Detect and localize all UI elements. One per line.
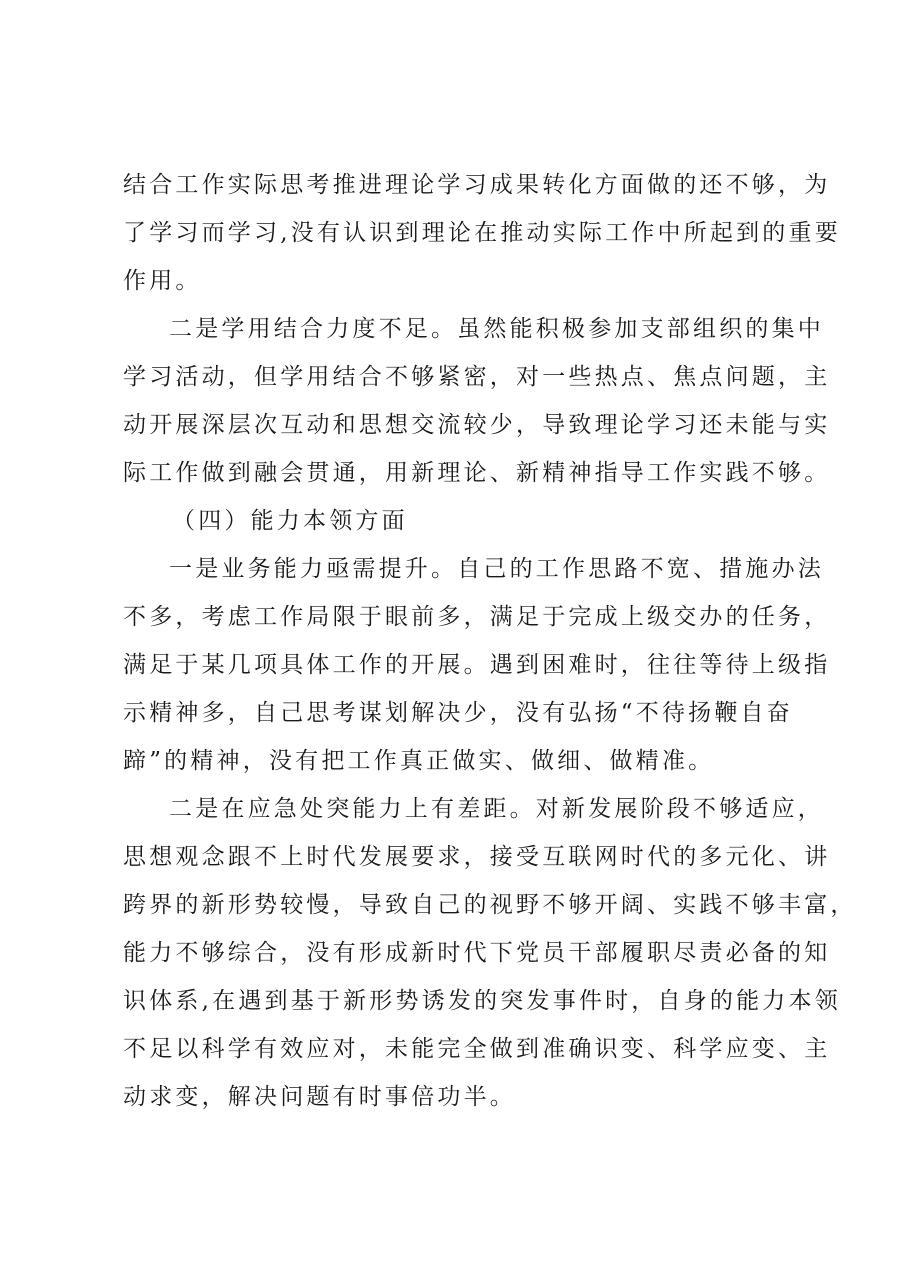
paragraph-line: 结合工作实际思考推进理论学习成果转化方面做的还不够，为 [123, 172, 831, 198]
paragraph-line: 不足以科学有效应对，未能完全做到准确识变、科学应变、主 [123, 1036, 831, 1062]
paragraph-line: 际工作做到融会贯通，用新理论、新精神指导工作实践不够。 [123, 460, 831, 486]
paragraph-line: 动求变，解决问题有时事倍功半。 [123, 1084, 516, 1110]
paragraph-line: 示精神多，自己思考谋划解决少，没有弘扬“不待扬鞭自奋 [123, 700, 793, 726]
paragraph-line: 满足于某几项具体工作的开展。遇到困难时，往往等待上级指 [123, 652, 831, 678]
paragraph-line: 一是业务能力亟需提升。自己的工作思路不宽、措施办法 [169, 556, 824, 582]
paragraph-line: 了学习而学习,没有认识到理论在推动实际工作中所起到的重要 [123, 220, 841, 246]
section-heading: （四）能力本领方面 [172, 508, 408, 534]
paragraph-line: 跨界的新形势较慢，导致自己的视野不够开阔、实践不够丰富， [123, 892, 857, 918]
paragraph-line: 二是学用结合力度不足。虽然能积极参加支部组织的集中 [169, 316, 824, 342]
paragraph-line: 动开展深层次互动和思想交流较少，导致理论学习还未能与实 [123, 412, 831, 438]
paragraph-line: 思想观念跟不上时代发展要求，接受互联网时代的多元化、讲 [123, 844, 831, 870]
paragraph-line: 蹄”的精神，没有把工作真正做实、做细、做精准。 [123, 748, 715, 774]
paragraph-line: 识体系,在遇到基于新形势诱发的突发事件时，自身的能力本领 [123, 988, 841, 1014]
paragraph-line: 不多，考虑工作局限于眼前多，满足于完成上级交办的任务， [123, 604, 831, 630]
paragraph-line: 作用。 [123, 268, 202, 294]
paragraph-line: 能力不够综合，没有形成新时代下党员干部履职尽责必备的知 [123, 940, 831, 966]
paragraph-line: 学习活动，但学用结合不够紧密，对一些热点、焦点问题，主 [123, 364, 831, 390]
paragraph-line: 二是在应急处突能力上有差距。对新发展阶段不够适应， [169, 796, 824, 822]
